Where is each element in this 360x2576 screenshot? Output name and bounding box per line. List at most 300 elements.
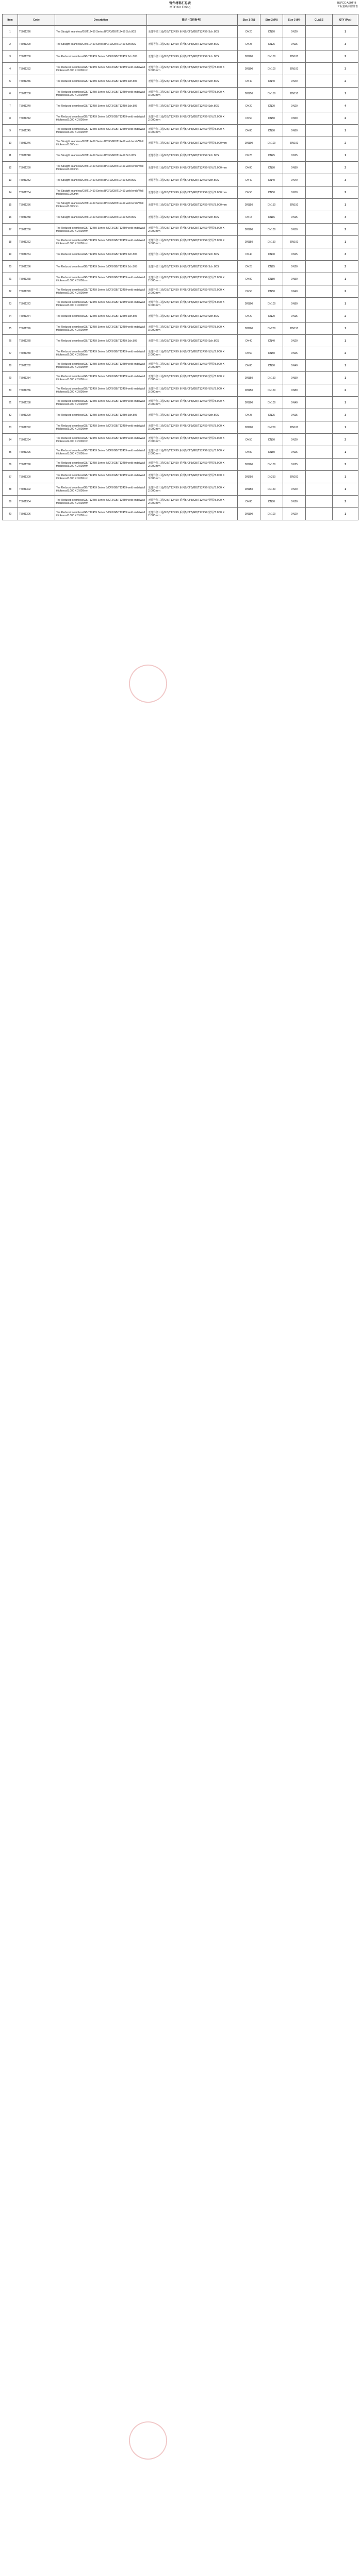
cell-size3: DN15 (283, 310, 306, 323)
cell-item: 18 (3, 236, 18, 248)
cell-size3: DN100 (283, 63, 306, 75)
cell-class (306, 149, 333, 162)
cell-description: Tee Reduced seamless/GB/T12459 Series B/CF3/GB/T12459 weld ends/Wall thickness/3.000 X 2.000mm (55, 459, 147, 471)
cell-description-zh: 无缝等径三通/GB/T12459 系列B/CF3/GB/T12459 壁厚/3.000mm (147, 137, 238, 149)
cell-size1: DN50 (238, 347, 260, 360)
cell-code: T5031286 (18, 384, 55, 397)
cell-item: 23 (3, 298, 18, 310)
cell-size2: DN20 (260, 100, 283, 112)
cell-item: 12 (3, 162, 18, 174)
cell-item: 29 (3, 372, 18, 384)
cell-description-zh: 无缝等径三通/GB/T12459 系列B/CF3/GB/T12459 Sch.80S (147, 26, 238, 38)
cell-class (306, 483, 333, 496)
cell-size1: DN150 (238, 483, 260, 496)
cell-qty: 1 (333, 323, 358, 335)
cell-size3: DN80 (283, 298, 306, 310)
table-row (3, 199, 358, 211)
cell-qty: 2 (333, 459, 358, 471)
cell-qty: 1 (333, 335, 358, 347)
table-row (3, 149, 358, 162)
cell-class (306, 199, 333, 211)
page-title (0, 2, 360, 10)
cell-description: Tee Reduced seamless/GB/T12459 Series B/CF3/GB/T12459 weld ends/Wall thickness/2.000 X 2.000mm (55, 347, 147, 360)
table-row (3, 496, 358, 508)
cell-description-zh: 无缝异径三通/GB/T12459 系列B/CF3/GB/T12459 Sch.80S (147, 75, 238, 88)
cell-size1: DN20 (238, 100, 260, 112)
cell-size3: DN40 (283, 174, 306, 187)
cell-item: 10 (3, 137, 18, 149)
cell-size3: DN20 (283, 434, 306, 446)
cell-size3: DN100 (283, 50, 306, 63)
cell-size2: DN150 (260, 88, 283, 100)
cell-size1: DN100 (238, 397, 260, 409)
cell-size2: DN150 (260, 199, 283, 211)
cell-qty: 3 (333, 248, 358, 261)
cell-description-zh: 无缝异径三通/GB/T12459 系列B/CF3/GB/T12459 壁厚/3.000 X 2.000mm (147, 459, 238, 471)
table-header-row (3, 14, 358, 26)
cell-description-zh: 无缝等径三通/GB/T12459 系列B/CF3/GB/T12459 Sch.80S (147, 174, 238, 187)
cell-item: 22 (3, 285, 18, 298)
cell-description: Tee Reduced seamless/GB/T12459 Series B/CF3/GB/T12459 Sch.80S (55, 261, 147, 273)
cell-code: T5031229 (18, 38, 55, 50)
cell-qty: 4 (333, 211, 358, 224)
cell-qty: 1 (333, 298, 358, 310)
cell-size3: DN40 (283, 483, 306, 496)
cell-item: 7 (3, 100, 18, 112)
cell-size1: DN50 (238, 285, 260, 298)
cell-code: T5031236 (18, 75, 55, 88)
cell-qty: 2 (333, 434, 358, 446)
cell-size3: DN150 (283, 199, 306, 211)
cell-description-zh: 无缝异径三通/GB/T12459 系列B/CF3/GB/T12459 壁厚/3.000 X 2.000mm (147, 496, 238, 508)
cell-description: Tee Reduced seamless/GB/T12459 Series B/CF3/GB/T12459 weld ends/Wall thickness/3.000 X 3.000mm (55, 298, 147, 310)
cell-class (306, 187, 333, 199)
cell-item: 33 (3, 421, 18, 434)
cell-description: Tee Reduced seamless/GB/T12459 Series B/CF3/GB/T12459 weld ends/Wall thickness/3.000 X 3.000mm (55, 421, 147, 434)
col-size3: Size 3 (IN) (283, 14, 306, 26)
cell-size2: DN150 (260, 236, 283, 248)
cell-size2: DN25 (260, 38, 283, 50)
cell-class (306, 310, 333, 323)
cell-class (306, 459, 333, 471)
table-row (3, 224, 358, 236)
cell-code: T5031296 (18, 446, 55, 459)
cell-size1: DN20 (238, 310, 260, 323)
cell-size1: DN100 (238, 298, 260, 310)
cell-description: Tee Reduced seamless/GB/T12459 Series B/CF3/GB/T12459 weld ends/Wall thickness/3.000 X 3.000mm (55, 471, 147, 483)
cell-code: T5031290 (18, 409, 55, 421)
cell-size2: DN100 (260, 50, 283, 63)
cell-size1: DN250 (238, 471, 260, 483)
table-row (3, 162, 358, 174)
table-row (3, 471, 358, 483)
table-row (3, 26, 358, 38)
table-row (3, 384, 358, 397)
cell-qty: 2 (333, 50, 358, 63)
cell-size1: DN25 (238, 261, 260, 273)
cell-size3: DN15 (283, 211, 306, 224)
cell-description: Tee Straight seamless/GB/T12459 Series B/CF3/GB/T12459 weld ends/Wall thickness/2.000mm (55, 187, 147, 199)
cell-code: T5031306 (18, 508, 55, 520)
cell-class (306, 397, 333, 409)
cell-item: 35 (3, 446, 18, 459)
cell-qty: 2 (333, 112, 358, 125)
table-row (3, 187, 358, 199)
cell-size2: DN15 (260, 211, 283, 224)
cell-description-zh: 无缝异径三通/GB/T12459 系列B/CF3/GB/T12459 壁厚/2.000 X 2.000mm (147, 347, 238, 360)
col-qty: QTY (Pcs) (333, 14, 358, 26)
cell-class (306, 347, 333, 360)
cell-size1: DN50 (238, 434, 260, 446)
cell-description-zh: 无缝异径三通/GB/T12459 系列B/CF3/GB/T12459 壁厚/3.000 X 3.000mm (147, 421, 238, 434)
cell-size3: DN100 (283, 137, 306, 149)
cell-class (306, 162, 333, 174)
cell-description-zh: 无缝异径三通/GB/T12459 系列B/CF3/GB/T12459 壁厚/3.000 X 3.000mm (147, 88, 238, 100)
cell-item: 20 (3, 261, 18, 273)
cell-description: Tee Reduced seamless/GB/T12459 Series B/CF3/GB/T12459 weld ends/Wall thickness/3.000 X 2.000mm (55, 446, 147, 459)
cell-code: T5031298 (18, 459, 55, 471)
cell-size2: DN50 (260, 187, 283, 199)
cell-size3: DN50 (283, 112, 306, 125)
cell-code: T5031294 (18, 434, 55, 446)
cell-description: Tee Straight seamless/GB/T12459 Series B/CF3/GB/T12459 weld ends/Wall thickness/3.000mm (55, 162, 147, 174)
table-row (3, 112, 358, 125)
cell-item: 16 (3, 211, 18, 224)
cell-item: 27 (3, 347, 18, 360)
table-row (3, 273, 358, 285)
document-reference (337, 2, 358, 9)
seal-stamp (124, 659, 172, 707)
cell-description-zh: 无缝异径三通/GB/T12459 系列B/CF3/GB/T12459 壁厚/2.000 X 2.000mm (147, 434, 238, 446)
cell-size3: DN200 (283, 471, 306, 483)
table-row (3, 236, 358, 248)
cell-size2: DN20 (260, 26, 283, 38)
cell-size3: DN25 (283, 446, 306, 459)
cell-code: T5031252 (18, 174, 55, 187)
cell-description: Tee Reduced seamless/GB/T12459 Series B/CF3/GB/T12459 weld ends/Wall thickness/3.000 X 2.000mm (55, 224, 147, 236)
table-row (3, 310, 358, 323)
cell-size1: DN25 (238, 38, 260, 50)
title-en: MTO for Fitting (170, 6, 190, 9)
cell-description-zh: 无缝等径三通/GB/T12459 系列B/CF3/GB/T12459 Sch.80S (147, 211, 238, 224)
cell-size3: DN150 (283, 323, 306, 335)
cell-item: 38 (3, 483, 18, 496)
cell-description-zh: 无缝等径三通/GB/T12459 系列B/CF3/GB/T12459 Sch.80S (147, 38, 238, 50)
cell-size1: DN100 (238, 224, 260, 236)
cell-code: T5031282 (18, 360, 55, 372)
cell-description-zh: 无缝异径三通/GB/T12459 系列B/CF3/GB/T12459 壁厚/3.000 X 3.000mm (147, 323, 238, 335)
cell-size2: DN100 (260, 137, 283, 149)
cell-code: T5031288 (18, 397, 55, 409)
table-row (3, 88, 358, 100)
cell-qty: 1 (333, 125, 358, 137)
cell-class (306, 63, 333, 75)
cell-size3: DN80 (283, 162, 306, 174)
cell-code: T5031266 (18, 261, 55, 273)
cell-item: 5 (3, 75, 18, 88)
cell-code: T5031258 (18, 211, 55, 224)
cell-size2: DN40 (260, 174, 283, 187)
cell-code: T5031256 (18, 199, 55, 211)
cell-qty: 1 (333, 149, 358, 162)
cell-item: 25 (3, 323, 18, 335)
cell-code: T5031245 (18, 125, 55, 137)
cell-code: T5031254 (18, 187, 55, 199)
cell-item: 30 (3, 384, 18, 397)
cell-size2: DN80 (260, 162, 283, 174)
cell-qty: 2 (333, 75, 358, 88)
col-size2: Size 2 (IN) (260, 14, 283, 26)
table-row (3, 100, 358, 112)
cell-item: 1 (3, 26, 18, 38)
cell-size1: DN150 (238, 88, 260, 100)
cell-size3: DN80 (283, 125, 306, 137)
cell-qty: 2 (333, 347, 358, 360)
cell-code: T5031232 (18, 63, 55, 75)
table-row (3, 434, 358, 446)
cell-qty: 1 (333, 483, 358, 496)
cell-class (306, 248, 333, 261)
cell-description-zh: 无缝异径三通/GB/T12459 系列B/CF3/GB/T12459 壁厚/3.000 X 3.000mm (147, 236, 238, 248)
cell-class (306, 298, 333, 310)
cell-class (306, 137, 333, 149)
cell-item: 14 (3, 187, 18, 199)
cell-qty: 3 (333, 409, 358, 421)
cell-size2: DN80 (260, 360, 283, 372)
cell-code: T5031246 (18, 137, 55, 149)
cell-item: 31 (3, 397, 18, 409)
cell-description: Tee Straight seamless/GB/T12459 Series B/CF3/GB/T12459 Sch.80S (55, 149, 147, 162)
cell-description: Tee Reduced seamless/GB/T12459 Series B/CF3/GB/T12459 weld ends/Wall thickness/3.000 X 2.000mm (55, 372, 147, 384)
cell-size3: DN50 (283, 372, 306, 384)
cell-item: 34 (3, 434, 18, 446)
cell-size2: DN80 (260, 273, 283, 285)
cell-code: T5031264 (18, 248, 55, 261)
cell-size3: DN80 (283, 384, 306, 397)
cell-code: T5031242 (18, 112, 55, 125)
cell-class (306, 360, 333, 372)
cell-size1: DN25 (238, 409, 260, 421)
cell-size3: DN25 (283, 248, 306, 261)
cell-size2: DN50 (260, 112, 283, 125)
cell-size1: DN200 (238, 323, 260, 335)
cell-class (306, 224, 333, 236)
cell-item: 4 (3, 63, 18, 75)
cell-item: 17 (3, 224, 18, 236)
cell-qty: 1 (333, 360, 358, 372)
cell-item: 37 (3, 471, 18, 483)
cell-size3: DN150 (283, 88, 306, 100)
cell-class (306, 496, 333, 508)
cell-description-zh: 无缝异径三通/GB/T12459 系列B/CF3/GB/T12459 壁厚/3.000 X 2.000mm (147, 360, 238, 372)
cell-size2: DN40 (260, 248, 283, 261)
cell-qty: 2 (333, 137, 358, 149)
table-row (3, 174, 358, 187)
cell-class (306, 211, 333, 224)
cell-description-zh: 无缝异径三通/GB/T12459 系列B/CF3/GB/T12459 壁厚/3.000 X 2.000mm (147, 397, 238, 409)
cell-code: T5031268 (18, 273, 55, 285)
cell-size1: DN150 (238, 199, 260, 211)
cell-size2: DN40 (260, 75, 283, 88)
cell-size3: DN100 (283, 421, 306, 434)
col-description-zh: 描述（仅供参考） (147, 14, 238, 26)
cell-class (306, 471, 333, 483)
cell-size2: DN100 (260, 459, 283, 471)
cell-size1: DN100 (238, 50, 260, 63)
cell-qty: 2 (333, 187, 358, 199)
cell-code: T5031284 (18, 372, 55, 384)
table-row (3, 508, 358, 520)
cell-item: 3 (3, 50, 18, 63)
cell-size1: DN150 (238, 372, 260, 384)
cell-size1: DN15 (238, 211, 260, 224)
cell-class (306, 446, 333, 459)
cell-size3: DN40 (283, 75, 306, 88)
cell-description: Tee Reduced seamless/GB/T12459 Series B/CF3/GB/T12459 weld ends/Wall thickness/3.000 X 3.000mm (55, 236, 147, 248)
cell-qty: 1 (333, 26, 358, 38)
cell-size1: DN100 (238, 63, 260, 75)
cell-description-zh: 无缝等径三通/GB/T12459 系列B/CF3/GB/T12459 Sch.80S (147, 149, 238, 162)
cell-class (306, 335, 333, 347)
table-row (3, 125, 358, 137)
cell-description-zh: 无缝等径三通/GB/T12459 系列B/CF3/GB/T12459 壁厚/3.000mm (147, 199, 238, 211)
cell-description: Tee Reduced seamless/GB/T12459 Series B/CF3/GB/T12459 weld ends/Wall thickness/3.000 X 2.000mm (55, 360, 147, 372)
cell-size2: DN80 (260, 496, 283, 508)
table-row (3, 63, 358, 75)
cell-class (306, 112, 333, 125)
cell-size2: DN80 (260, 125, 283, 137)
cell-class (306, 50, 333, 63)
cell-code: T5031240 (18, 100, 55, 112)
cell-description: Tee Reduced seamless/GB/T12459 Series B/CF3/GB/T12459 weld ends/Wall thickness/2.000 X 2.000mm (55, 434, 147, 446)
cell-description-zh: 无缝异径三通/GB/T12459 系列B/CF3/GB/T12459 Sch.80S (147, 50, 238, 63)
cell-description: Tee Reduced seamless/GB/T12459 Series B/CF3/GB/T12459 Sch.80S (55, 100, 147, 112)
table-row (3, 397, 358, 409)
cell-item: 36 (3, 459, 18, 471)
cell-size3: DN20 (283, 508, 306, 520)
cell-item: 15 (3, 199, 18, 211)
cell-description-zh: 无缝异径三通/GB/T12459 系列B/CF3/GB/T12459 壁厚/3.000 X 2.000mm (147, 508, 238, 520)
cell-size1: DN80 (238, 273, 260, 285)
cell-size1: DN100 (238, 137, 260, 149)
cell-description: Tee Reduced seamless/GB/T12459 Series B/CF3/GB/T12459 weld ends/Wall thickness/3.000 X 3.000mm (55, 384, 147, 397)
cell-description: Tee Reduced seamless/GB/T12459 Series B/CF3/GB/T12459 weld ends/Wall thickness/3.000 X 2.000mm (55, 273, 147, 285)
cell-description: Tee Reduced seamless/GB/T12459 Series B/CF3/GB/T12459 Sch.80S (55, 409, 147, 421)
cell-class (306, 285, 333, 298)
table-row (3, 360, 358, 372)
cell-class (306, 384, 333, 397)
cell-description-zh: 无缝异径三通/GB/T12459 系列B/CF3/GB/T12459 Sch.80S (147, 248, 238, 261)
cell-description-zh: 无缝异径三通/GB/T12459 系列B/CF3/GB/T12459 Sch.80S (147, 409, 238, 421)
cell-code: T5031262 (18, 236, 55, 248)
cell-code: T5031238 (18, 88, 55, 100)
cell-size3: DN50 (283, 273, 306, 285)
cell-description-zh: 无缝异径三通/GB/T12459 系列B/CF3/GB/T12459 壁厚/2.000 X 2.000mm (147, 112, 238, 125)
cell-qty: 1 (333, 273, 358, 285)
col-size1: Size 1 (IN) (238, 14, 260, 26)
table-row (3, 298, 358, 310)
cell-class (306, 26, 333, 38)
cell-item: 24 (3, 310, 18, 323)
cell-description-zh: 无缝异径三通/GB/T12459 系列B/CF3/GB/T12459 壁厚/3.000 X 2.000mm (147, 483, 238, 496)
cell-description: Tee Reduced seamless/GB/T12459 Series B/CF3/GB/T12459 Sch.80S (55, 75, 147, 88)
col-item: Item (3, 14, 18, 26)
col-class: CLASS (306, 14, 333, 26)
table-row (3, 335, 358, 347)
cell-size3: DN20 (283, 26, 306, 38)
cell-description-zh: 无缝等径三通/GB/T12459 系列B/CF3/GB/T12459 壁厚/3.000mm (147, 162, 238, 174)
cell-qty: 3 (333, 63, 358, 75)
cell-size1: DN40 (238, 174, 260, 187)
cell-size3: DN20 (283, 335, 306, 347)
cell-qty: 1 (333, 471, 358, 483)
mto-table (2, 14, 358, 520)
cell-size1: DN100 (238, 508, 260, 520)
table-row (3, 323, 358, 335)
cell-code: T5031248 (18, 149, 55, 162)
cell-size2: DN25 (260, 261, 283, 273)
cell-description-zh: 无缝异径三通/GB/T12459 系列B/CF3/GB/T12459 壁厚/3.000 X 2.000mm (147, 372, 238, 384)
cell-size2: DN100 (260, 63, 283, 75)
table-row (3, 75, 358, 88)
cell-size2: DN80 (260, 446, 283, 459)
cell-size2: DN200 (260, 421, 283, 434)
cell-item: 39 (3, 496, 18, 508)
cell-size2: DN250 (260, 471, 283, 483)
cell-code: T5031226 (18, 26, 55, 38)
cell-size3: DN40 (283, 360, 306, 372)
cell-size2: DN100 (260, 298, 283, 310)
cell-qty: 2 (333, 224, 358, 236)
cell-size1: DN50 (238, 187, 260, 199)
cell-size1: DN80 (238, 162, 260, 174)
cell-code: T5031230 (18, 50, 55, 63)
cell-description: Tee Reduced seamless/GB/T12459 Series B/CF3/GB/T12459 weld ends/Wall thickness/3.000 X 3.000mm (55, 125, 147, 137)
cell-qty: 1 (333, 88, 358, 100)
cell-description-zh: 无缝异径三通/GB/T12459 系列B/CF3/GB/T12459 壁厚/3.000 X 3.000mm (147, 471, 238, 483)
cell-class (306, 75, 333, 88)
ref-line-1: BLPCC-ASHF-B (337, 2, 356, 5)
cell-size1: DN80 (238, 125, 260, 137)
ref-line-2: 工程量确认附件表 (337, 5, 358, 8)
cell-description-zh: 无缝等径三通/GB/T12459 系列B/CF3/GB/T12459 壁厚/2.000mm (147, 187, 238, 199)
cell-size2: DN50 (260, 285, 283, 298)
cell-description: Tee Reduced seamless/GB/T12459 Series B/CF3/GB/T12459 weld ends/Wall thickness/3.000 X 2.000mm (55, 508, 147, 520)
cell-class (306, 372, 333, 384)
cell-class (306, 273, 333, 285)
cell-size2: DN200 (260, 323, 283, 335)
cell-description: Tee Reduced seamless/GB/T12459 Series B/CF3/GB/T12459 weld ends/Wall thickness/2.000 X 2.000mm (55, 112, 147, 125)
table-row (3, 446, 358, 459)
cell-item: 40 (3, 508, 18, 520)
cell-size3: DN25 (283, 38, 306, 50)
col-code: Code (18, 14, 55, 26)
cell-description: Tee Reduced seamless/GB/T12459 Series B/CF3/GB/T12459 weld ends/Wall thickness/3.000 X 2.000mm (55, 483, 147, 496)
cell-description-zh: 无缝异径三通/GB/T12459 系列B/CF3/GB/T12459 壁厚/3.000 X 2.000mm (147, 224, 238, 236)
cell-qty: 1 (333, 421, 358, 434)
table-row (3, 38, 358, 50)
cell-code: T5031272 (18, 298, 55, 310)
cell-code: T5031278 (18, 335, 55, 347)
cell-item: 26 (3, 335, 18, 347)
cell-size3: DN40 (283, 397, 306, 409)
seal-stamp (124, 2416, 172, 2464)
col-description: Description (55, 14, 147, 26)
cell-size1: DN200 (238, 421, 260, 434)
cell-size2: DN100 (260, 397, 283, 409)
cell-size1: DN80 (238, 360, 260, 372)
table-row (3, 248, 358, 261)
